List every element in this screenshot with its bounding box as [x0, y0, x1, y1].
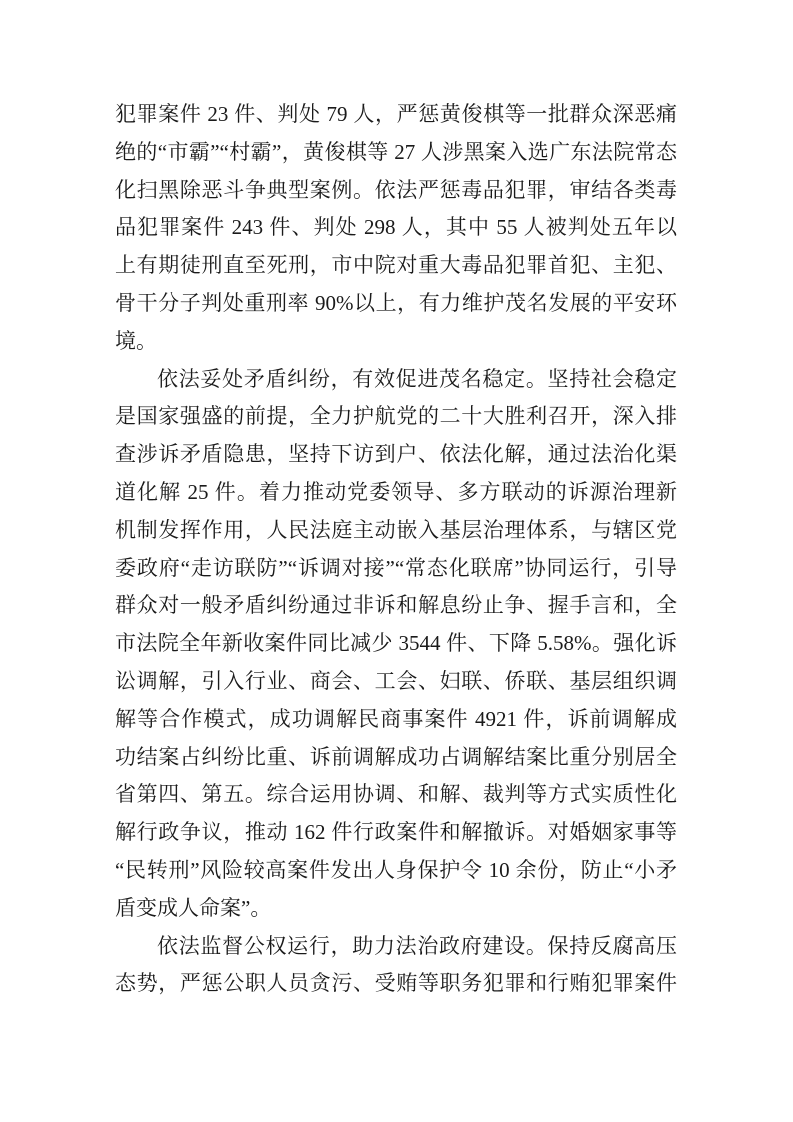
text-line: 化扫黑除恶斗争典型案例。依法严惩毒品犯罪，审结各类毒 — [115, 177, 677, 202]
text-line: 查涉诉矛盾隐患，坚持下访到户、依法化解，通过法治化渠 — [115, 442, 677, 467]
text-line: 讼调解，引入行业、商会、工会、妇联、侨联、基层组织调 — [115, 668, 677, 693]
text-line: 盾变成人命案”。 — [115, 895, 272, 920]
paragraph-1 — [115, 96, 677, 361]
text-line: 委政府“走访联防”“诉调对接”“常态化联席”协同运行，引导 — [115, 555, 677, 580]
paragraph-3 — [115, 928, 677, 1004]
document-body — [115, 96, 677, 1003]
text-line: 功结案占纠纷比重、诉前调解成功占调解结案比重分别居全 — [115, 744, 677, 769]
text-line: 品犯罪案件 243 件、判处 298 人，其中 55 人被判处五年以 — [115, 215, 677, 240]
text-line: 群众对一般矛盾纠纷通过非诉和解息纷止争、握手言和，全 — [115, 593, 677, 618]
paragraph-2 — [115, 361, 677, 928]
text-line: 机制发挥作用，人民法庭主动嵌入基层治理体系，与辖区党 — [115, 517, 677, 542]
text-line: 绝的“市霸”“村霸”，黄俊棋等 27 人涉黑案入选广东法院常态 — [115, 139, 677, 164]
text-line: 省第四、第五。综合运用协调、和解、裁判等方式实质性化 — [115, 782, 677, 807]
text-line: 态势，严惩公职人员贪污、受贿等职务犯罪和行贿犯罪案件 — [115, 971, 677, 996]
text-line: 上有期徒刑直至死刑，市中院对重大毒品犯罪首犯、主犯、 — [115, 253, 677, 278]
text-line: 道化解 25 件。着力推动党委领导、多方联动的诉源治理新 — [115, 479, 677, 504]
text-line: 是国家强盛的前提，全力护航党的二十大胜利召开，深入排 — [115, 404, 677, 429]
text-line: 依法妥处矛盾纠纷，有效促进茂名稳定。坚持社会稳定 — [157, 366, 677, 391]
text-line: “民转刑”风险较高案件发出人身保护令 10 余份，防止“小矛 — [115, 857, 677, 882]
text-line: 依法监督公权运行，助力法治政府建设。保持反腐高压 — [157, 933, 677, 958]
text-line: 犯罪案件 23 件、判处 79 人，严惩黄俊棋等一批群众深恶痛 — [115, 102, 677, 126]
text-line: 骨干分子判处重刑率 90%以上，有力维护茂名发展的平安环 — [115, 290, 677, 315]
text-line: 市法院全年新收案件同比减少 3544 件、下降 5.58%。强化诉 — [115, 631, 677, 656]
text-line: 解行政争议，推动 162 件行政案件和解撤诉。对婚姻家事等 — [115, 820, 677, 845]
text-line: 解等合作模式，成功调解民商事案件 4921 件，诉前调解成 — [115, 706, 677, 731]
text-line: 境。 — [115, 328, 157, 353]
